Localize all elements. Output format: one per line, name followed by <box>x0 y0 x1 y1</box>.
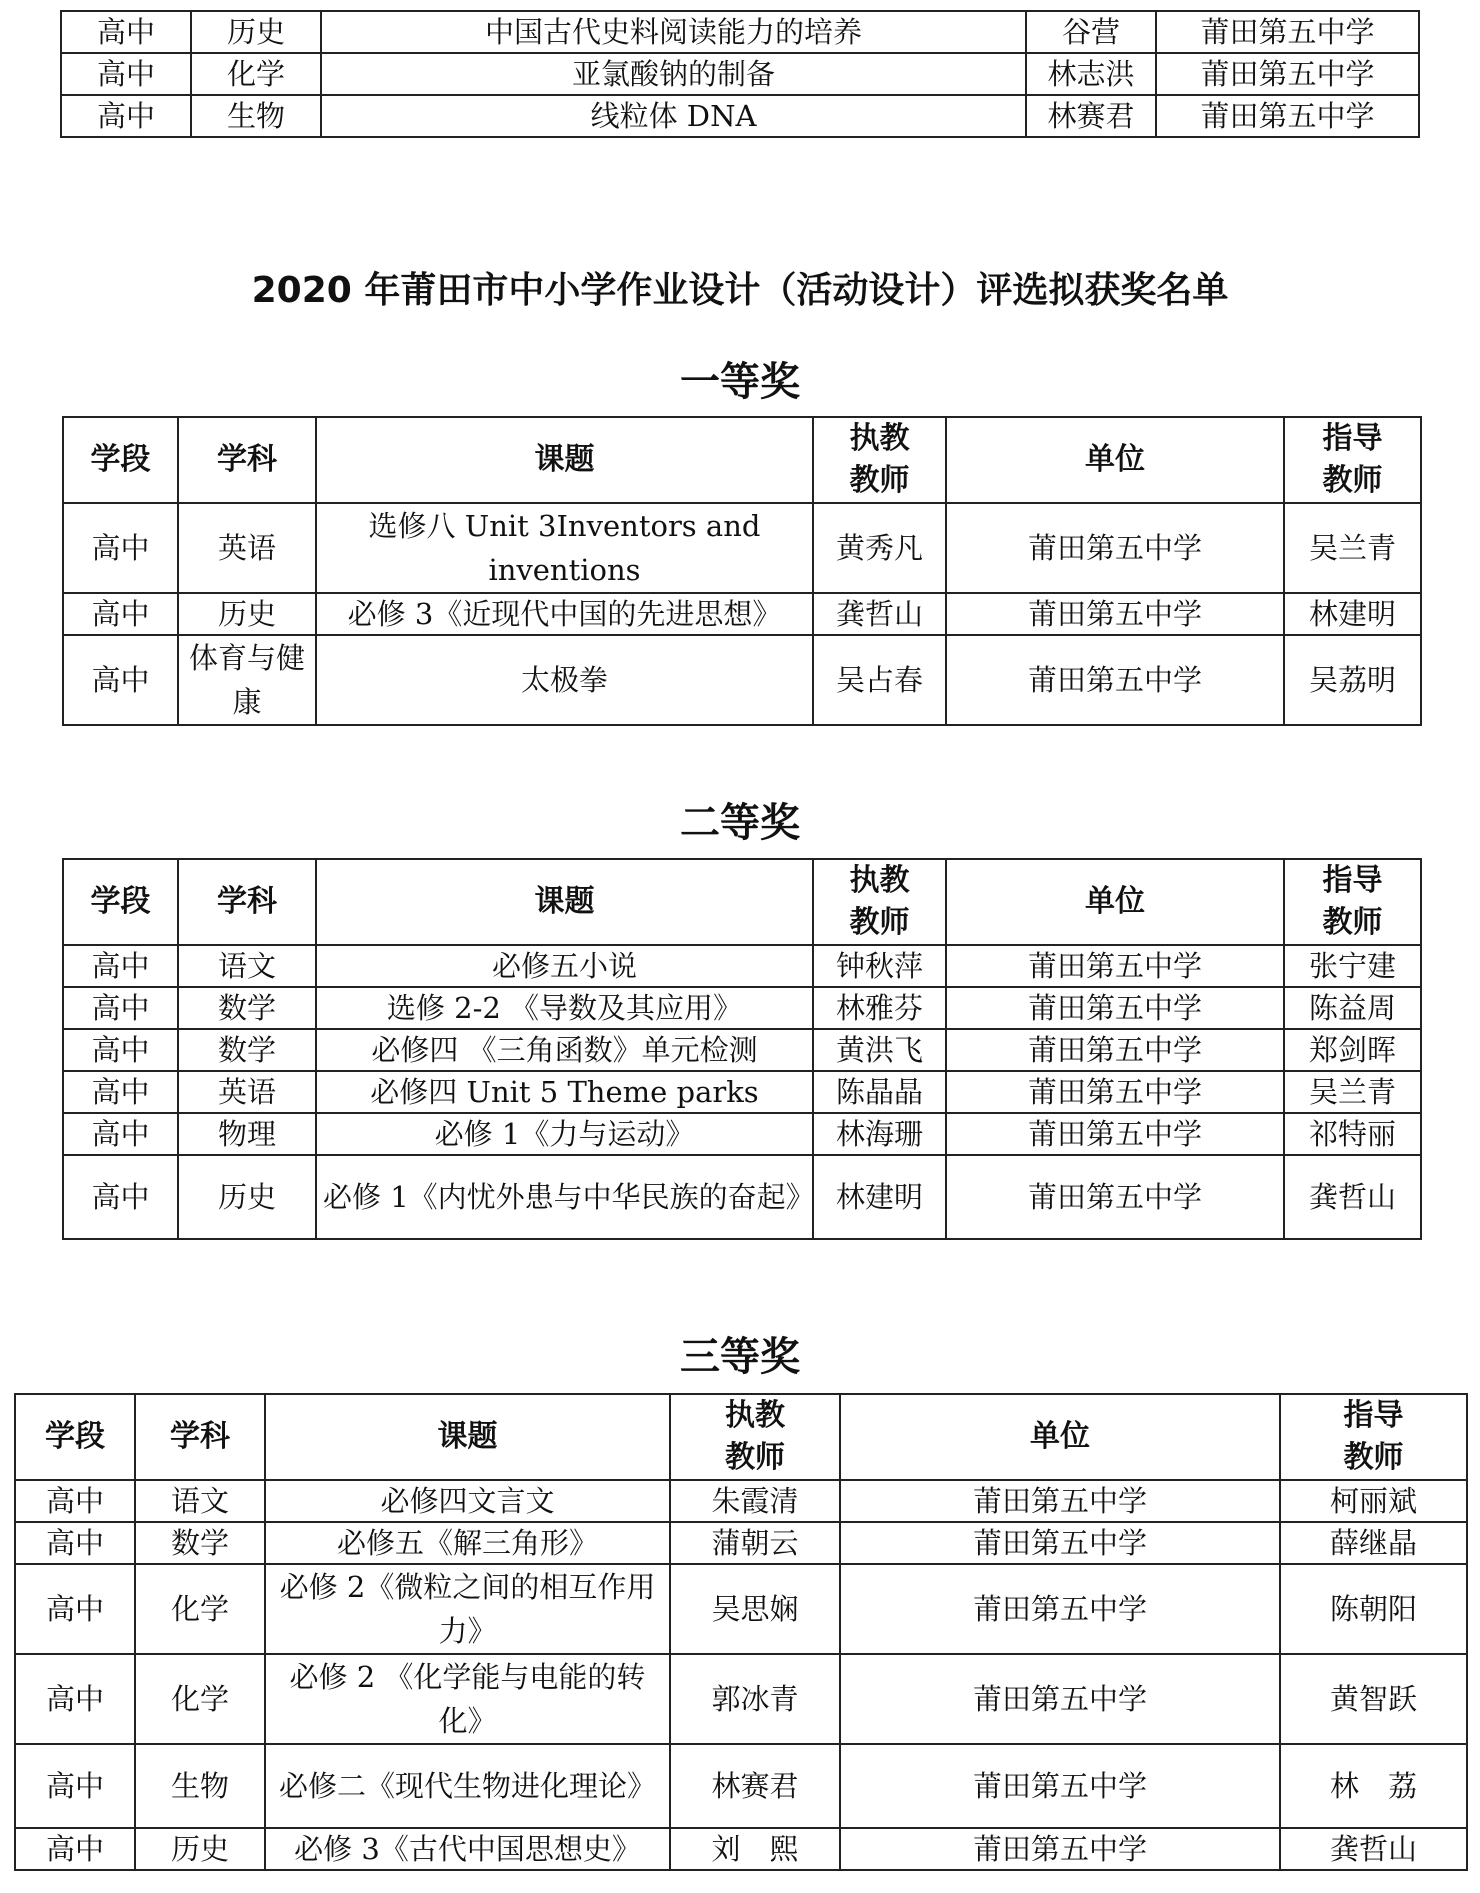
table-row: 高中 语文 必修四文言文 朱霞清 莆田第五中学 柯丽斌 <box>15 1480 1467 1522</box>
section-heading-first-prize: 一等奖 <box>680 358 800 405</box>
table-row: 高中 英语 选修八 Unit 3Inventors and inventions 黄秀凡 莆田第五中学 吴兰青 <box>63 503 1421 593</box>
table-row: 高中 生物 必修二《现代生物进化理论》 林赛君 莆田第五中学 林 荔 <box>15 1744 1467 1828</box>
third-prize-table <box>14 1393 1468 1871</box>
table-header-row: 学段 学科 课题 执教 教师 单位 指导 教师 <box>63 859 1421 945</box>
table-row: 高中 语文 必修五小说 钟秋萍 莆田第五中学 张宁建 <box>63 945 1421 987</box>
section-heading-third-prize: 三等奖 <box>680 1333 800 1380</box>
table-row: 高中 物理 必修 1《力与运动》 林海珊 莆田第五中学 祁特丽 <box>63 1113 1421 1155</box>
table-row: 高中 生物 线粒体 DNA 林赛君 莆田第五中学 <box>61 95 1419 137</box>
table-row: 高中 化学 必修 2《微粒之间的相互作用力》 吴思娴 莆田第五中学 陈朝阳 <box>15 1564 1467 1654</box>
second-prize-table <box>62 858 1422 1240</box>
table-row: 高中 数学 必修五《解三角形》 蒲朝云 莆田第五中学 薛继晶 <box>15 1522 1467 1564</box>
table-row: 高中 体育与健康 太极拳 吴占春 莆田第五中学 吴荔明 <box>63 635 1421 725</box>
continued-table <box>60 10 1420 138</box>
table-row: 高中 化学 必修 2 《化学能与电能的转化》 郭冰青 莆田第五中学 黄智跃 <box>15 1654 1467 1744</box>
table-row: 高中 历史 必修 3《近现代中国的先进思想》 龚哲山 莆田第五中学 林建明 <box>63 593 1421 635</box>
page-title: 2020 年莆田市中小学作业设计（活动设计）评选拟获奖名单 <box>251 270 1229 311</box>
section-heading-second-prize: 二等奖 <box>680 799 800 846</box>
table-row: 高中 数学 选修 2-2 《导数及其应用》 林雅芬 莆田第五中学 陈益周 <box>63 987 1421 1029</box>
table-row: 高中 历史 必修 3《古代中国思想史》 刘 熙 莆田第五中学 龚哲山 <box>15 1828 1467 1870</box>
first-prize-table <box>62 416 1422 726</box>
table-header-row: 学段 学科 课题 执教 教师 单位 指导 教师 <box>15 1394 1467 1480</box>
table-row: 高中 历史 中国古代史料阅读能力的培养 谷营 莆田第五中学 <box>61 11 1419 53</box>
table-row: 高中 历史 必修 1《内忧外患与中华民族的奋起》 林建明 莆田第五中学 龚哲山 <box>63 1155 1421 1239</box>
table-header-row: 学段 学科 课题 执教 教师 单位 指导 教师 <box>63 417 1421 503</box>
table-row: 高中 英语 必修四 Unit 5 Theme parks 陈晶晶 莆田第五中学 吴兰青 <box>63 1071 1421 1113</box>
table-row: 高中 数学 必修四 《三角函数》单元检测 黄洪飞 莆田第五中学 郑剑晖 <box>63 1029 1421 1071</box>
table-row: 高中 化学 亚氯酸钠的制备 林志洪 莆田第五中学 <box>61 53 1419 95</box>
